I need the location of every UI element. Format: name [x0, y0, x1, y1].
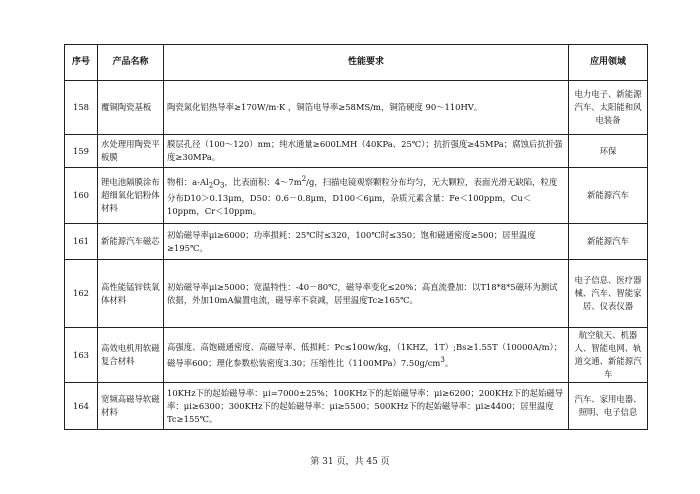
product-name: 水处理用陶瓷平板膜: [98, 135, 164, 168]
row-number: 163: [65, 328, 98, 383]
table-row: [65, 328, 648, 383]
table-row: [65, 383, 648, 430]
table-row: [65, 224, 648, 260]
product-name: 覆铜陶瓷基板: [98, 81, 164, 135]
performance-requirement: 高强度、高饱磁通密度、高磁导率、低损耗：Pc≤100w/kg，（1KHZ，1T）;Bs≥1.55T（10000A/m）；磁导率600；理化参数松装密度3.30；压缩性比$(1100MPa)7.50g/cm^3$。: [164, 328, 569, 383]
application-field: 新能源汽车: [569, 168, 648, 224]
page-footer: 第 31 页，共 45 页: [310, 457, 390, 467]
product-name: 高性能锰锌铁氧体材料: [98, 260, 164, 328]
performance-requirement: 物相：$a-Al_2O_3$，比表面积：$4\sim 7m^2/g$，扫描电镜观察颗粒分布均匀，无大颗粒，表面光滑无缺陷，粒度分布D10＞0.13μm，D50：0.6－0.8μm，D100＜6μm，杂质元素含量：Fe＜100ppm，Cu＜10ppm，Cr＜10ppm。: [164, 168, 569, 224]
header-performance: 性能要求: [164, 45, 569, 81]
header-index: 序号: [65, 45, 98, 81]
performance-requirement: 初始磁导率μi≥5000；宽温特性：-40－80℃，磁导率变化≤20%；高直流叠加：以T18*8*5磁环为测试依据，外加10mA偏置电流，磁导率不衰减，居里温度Tc≥165℃。: [164, 260, 569, 328]
application-field: 电力电子、新能源汽车、太阳能和风电装备: [569, 81, 648, 135]
table-row: [65, 81, 648, 135]
application-field: 航空航天、机器人、智能电网、轨道交通、新能源汽车: [569, 328, 648, 383]
application-field: 汽车、家用电器、照明、电子信息: [569, 383, 648, 430]
table-header-row: [65, 45, 648, 81]
row-number: 162: [65, 260, 98, 328]
table-row: [65, 168, 648, 224]
row-number: 161: [65, 224, 98, 260]
product-spec-table: [64, 44, 648, 430]
performance-requirement: 初始磁导率μi≥6000；功率损耗：25℃时≤320，100℃时≤350；饱和磁通密度≥500；居里温度≥195℃。: [164, 224, 569, 260]
application-field: 电子信息、医疗器械、汽车、智能家居、仪表仪器: [569, 260, 648, 328]
header-application: 应用领域: [569, 45, 648, 81]
row-number: 160: [65, 168, 98, 224]
application-field: 新能源汽车: [569, 224, 648, 260]
header-product-name: 产品名称: [98, 45, 164, 81]
table-row: [65, 260, 648, 328]
performance-requirement: 陶瓷氮化铝热导率≥170W/m·K ，铜箔电导率≥58MS/m，铜箔硬度 90～110HV。: [164, 81, 569, 135]
performance-requirement: 膜层孔径（100～120）nm；纯水通量≥600LMH（40KPa、25℃）；抗折强度≥45MPa；腐蚀后抗折强度≥30MPa。: [164, 135, 569, 168]
application-field: 环保: [569, 135, 648, 168]
row-number: 159: [65, 135, 98, 168]
product-name: 锂电池隔膜涂布超细氧化铝粉体材料: [98, 168, 164, 224]
product-name: 新能源汽车磁芯: [98, 224, 164, 260]
table-row: [65, 135, 648, 168]
product-name: 宽频高磁导软磁材料: [98, 383, 164, 430]
product-name: 高效电机用软磁复合材料: [98, 328, 164, 383]
performance-requirement: 10KHz下的起始磁导率：μi=7000±25%；100KHz下的起始磁导率：μi≥6200；200KHz下的起始磁导率：μi≥6300；300KHz下的起始磁导率：μi≥5500；500KHz下的起始磁导率：μi≥4400；居里温度 Tc≥155℃。: [164, 383, 569, 430]
row-number: 164: [65, 383, 98, 430]
row-number: 158: [65, 81, 98, 135]
